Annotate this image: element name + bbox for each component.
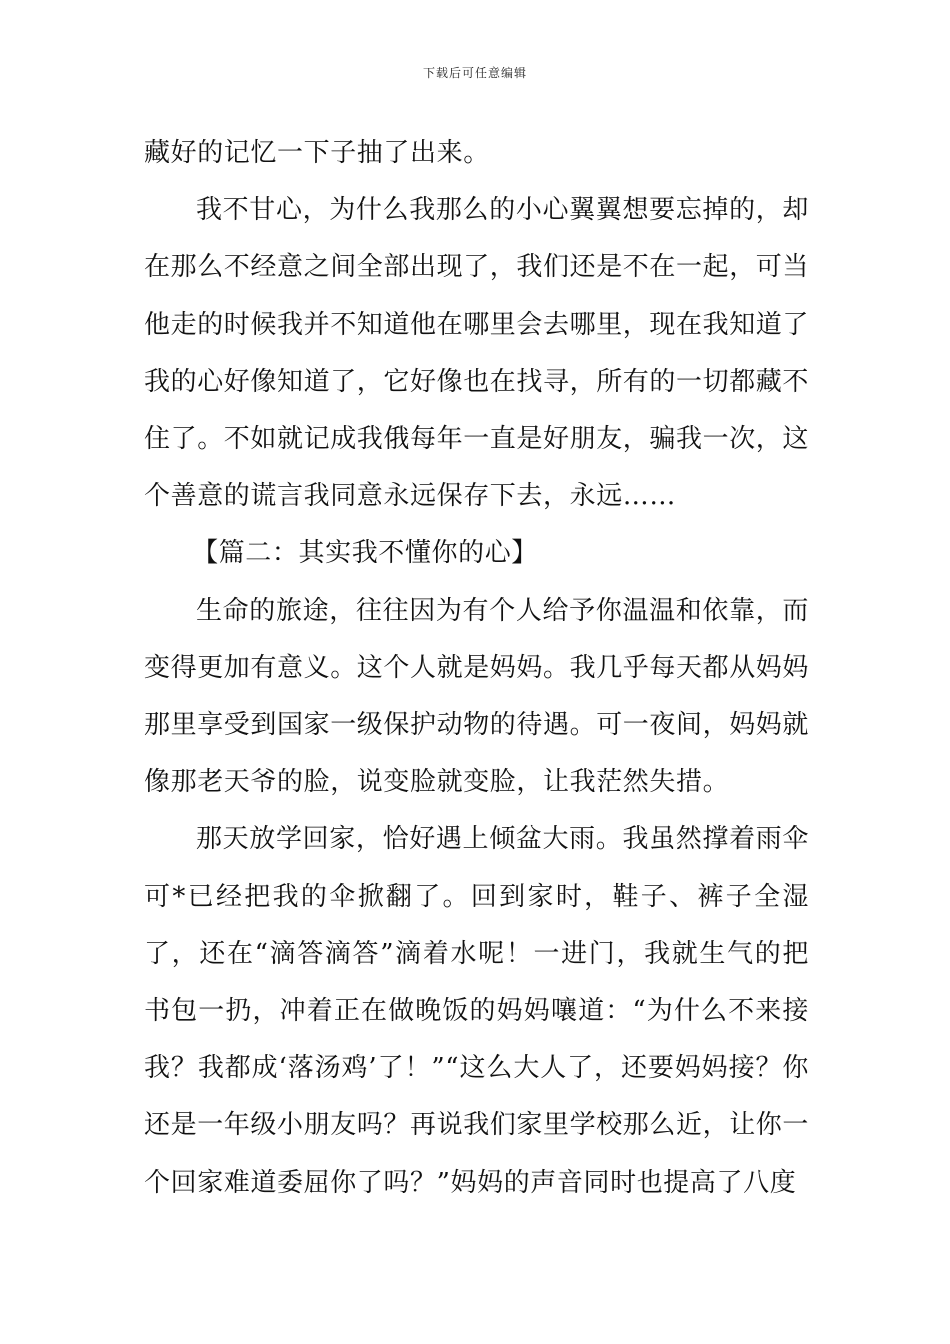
paragraph-rainy-day: 那天放学回家，恰好遇上倾盆大雨。我虽然撑着雨伞可*已经把我的伞掀翻了。回到家时，鞋子、裤子全湿了，还在“滴答滴答”滴着水呢！一进门，我就生气的把书包一扔，冲着正在做晚饭的妈妈嚷道：“为什么不来接我？我都成‘落汤鸡’了！”“这么大人了，还要妈妈接？你还是一年级小朋友吗？再说我们家里学校那么近，让你一个回家难道委屈你了吗？”妈妈的声音同时也提高了八度 [144, 824, 810, 1198]
section-title: 【篇二：其实我不懂你的心】 [192, 538, 538, 569]
paragraph-continuation: 藏好的记忆一下子抽了出来。 [144, 138, 490, 168]
document-body [144, 125, 809, 1212]
paragraph-unwilling: 我不甘心，为什么我那么的小心翼翼想要忘掉的，却在那么不经意之间全部出现了，我们还是不在一起，可当他走的时候我并不知道他在哪里会去哪里，现在我知道了我的心好像知道了，它好像也在找寻，所有的一切都藏不住了。不如就记成我俄每年一直是好朋友，骗我一次，这个善意的谎言我同意永远保存下去，永远…… [144, 195, 810, 512]
paragraph-life-journey: 生命的旅途，往往因为有个人给予你温温和依靠，而变得更加有意义。这个人就是妈妈。我几乎每天都从妈妈那里享受到国家一级保护动物的待遇。可一夜间，妈妈就像那老天爷的脸，说变脸就变脸，让我茫然失措。 [144, 595, 810, 798]
page-header: 下载后可任意编辑 [422, 66, 527, 80]
